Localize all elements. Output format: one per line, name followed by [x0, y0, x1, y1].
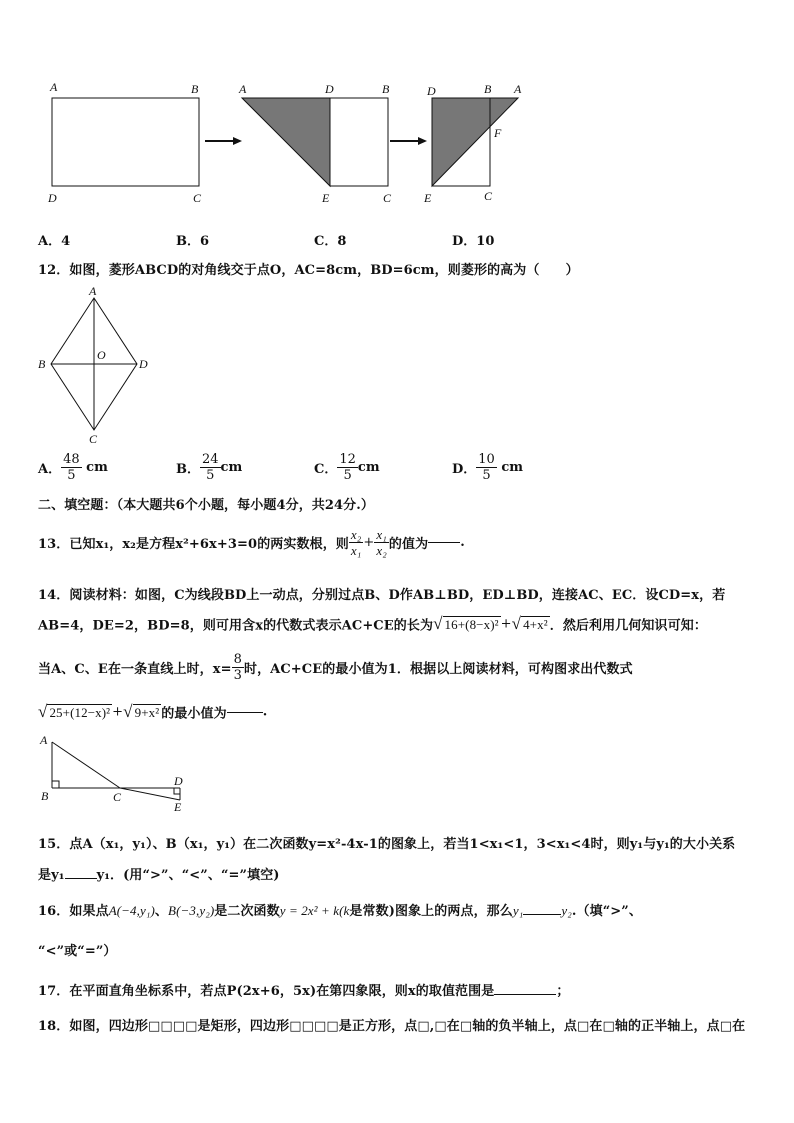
q14-label-A: A: [40, 733, 48, 747]
radicand: 9+x²: [134, 705, 160, 720]
option-letter: D．: [452, 234, 477, 249]
fraction-denominator: 5: [343, 468, 352, 483]
q14-sqrt-1: √ 16+(8−x)²: [433, 614, 499, 633]
q11-label-D3: D: [427, 84, 436, 98]
q16-line-2: “<”或“=”）: [38, 944, 117, 959]
q14-sqrt-3: √ 25+(12−x)²: [38, 702, 111, 721]
q12-label-D: D: [139, 357, 148, 371]
option-unit: cm: [86, 460, 108, 475]
q14-segment-ce: [120, 788, 180, 800]
plus-sign: +: [363, 535, 375, 550]
q15-line-2: [38, 864, 280, 883]
option-letter: B．: [176, 234, 200, 249]
q14-line-1: 14．阅读材料：如图，C为线段BD上一动点，分别过点B、D作AB⊥BD，ED⊥BD，连接AC、EC．设CD=x，若: [38, 588, 726, 603]
q11-label-D1: D: [48, 191, 57, 205]
q13-text-pre: 13．已知x₁，x₂是方程x²+6x+3=0的两实数根，则: [38, 537, 349, 552]
q14-text: 时，AC+CE的最小值为1．根据以上阅读材料，可构图求出代数式: [243, 662, 633, 677]
q14-right-angle-b: [52, 781, 59, 788]
q15-line-1: 15．点A（x₁，y₁）、B（x₁，y₁）在二次函数y=x²-4x-1的图象上，若当1<x₁<1，3<x₁<4时，则y₁与y₁的大小关系: [38, 837, 736, 852]
q16-text: 是二次函数: [214, 904, 280, 919]
q16-line-1: [38, 900, 642, 919]
q16-y2: y₂: [561, 903, 572, 918]
q14-text-end: .: [262, 704, 268, 720]
q14-text: 的最小值为: [161, 706, 227, 722]
q16-text: .（填“>”、: [571, 904, 642, 919]
q11-label-E3: E: [424, 191, 432, 205]
fraction-numerator: 24: [202, 452, 219, 467]
option-value: 8: [337, 234, 347, 249]
fraction-denominator: 5: [482, 468, 491, 483]
radicand: 25+(12−x)²: [49, 705, 111, 720]
q16-answer-blank[interactable]: [523, 914, 561, 915]
option-value: 4: [61, 234, 71, 249]
q17-answer-blank[interactable]: [494, 994, 556, 995]
option-letter: D．: [452, 462, 477, 477]
option-letter: C．: [314, 234, 338, 249]
q12-label-C: C: [89, 432, 98, 446]
q17-text-end: ；: [556, 984, 570, 999]
section-heading-fill-in: 二、填空题：（本大题共6个小题，每小题4分，共24分.）: [38, 498, 375, 513]
option-letter: A．: [38, 234, 62, 249]
fraction-numerator: 12: [339, 452, 356, 467]
q14-label-B: B: [41, 789, 49, 803]
option-value: 10: [476, 234, 495, 249]
q14-label-E: E: [174, 800, 182, 814]
plus-sign: +: [500, 616, 512, 632]
q14-text: AB=4，DE=2，BD=8，则可用含x的代数式表示AC+CE的长为: [38, 618, 434, 634]
q15-text: 是y₁: [38, 868, 65, 883]
q16-text: 16．如果点: [38, 904, 109, 919]
q11-label-B2: B: [382, 82, 390, 96]
fraction-numerator: 48: [63, 452, 80, 467]
fraction-denominator: 3: [233, 668, 242, 683]
q11-label-A2: A: [239, 82, 247, 96]
q12-question-text: 12．如图，菱形ABCD的对角线交于点O，AC=8cm，BD=6cm，则菱形的高为（ ）: [38, 263, 579, 278]
q18-question: 18．如图，四边形□□□□是矩形，四边形□□□□是正方形，点□,□在□轴的负半轴上，点□在□轴的正半轴上，点□在: [38, 1019, 746, 1034]
q14-sqrt-4: √ 9+x²: [123, 702, 160, 721]
option-unit: cm: [501, 460, 524, 475]
q14-label-C: C: [113, 790, 122, 804]
q13-text-end: .: [460, 535, 465, 550]
q11-label-F3: F: [494, 126, 502, 140]
q15-text: y₁．(用“>”、“<”、“=”填空): [96, 868, 280, 883]
q16-text: 、: [154, 904, 169, 919]
radicand: 16+(8−x)²: [444, 617, 499, 632]
q11-label-E2: E: [322, 191, 330, 205]
q14-segment-ac: [52, 742, 120, 788]
q15-answer-blank[interactable]: [65, 878, 97, 879]
fraction-numerator: 8: [233, 652, 242, 667]
option-letter: C．: [314, 462, 338, 477]
plus-sign: +: [112, 704, 124, 720]
option-letter: A．: [38, 462, 62, 477]
q11-label-D2: D: [325, 82, 334, 96]
q11-label-A3: A: [514, 82, 522, 96]
option-unit: cm: [357, 460, 380, 475]
option-letter: B．: [176, 462, 200, 477]
q16-text: )图象上的两点，那么: [388, 904, 513, 919]
q12-label-O: O: [97, 348, 106, 362]
fraction-denominator: x₂: [376, 543, 387, 558]
q17-text: 17．在平面直角坐标系中，若点P(2x+6，5x)在第四象限，则x的取值范围是: [38, 984, 495, 999]
radicand: 4+x²: [523, 617, 548, 632]
q14-text: ．然后利用几何知识可知：: [549, 618, 707, 634]
fraction-denominator: x₁: [350, 543, 362, 558]
q14-text: 当A、C、E在一条直线上时，x=: [38, 662, 232, 677]
option-unit: cm: [220, 460, 243, 475]
q16-y1: y₁: [512, 903, 524, 918]
q14-sqrt-2: √ 4+x²: [511, 614, 548, 633]
q16-text: 是常数: [349, 904, 389, 919]
q11-label-C1: C: [193, 191, 202, 205]
q11-label-B1: B: [191, 82, 199, 96]
q11-label-C2: C: [383, 191, 392, 205]
fraction-denominator: 5: [67, 468, 76, 483]
q16-point-a: A(−4,y₁): [108, 903, 155, 918]
q12-label-A: A: [89, 284, 97, 298]
q11-label-C3: C: [484, 189, 493, 203]
option-value: 6: [200, 234, 210, 249]
fraction-numerator: x₂: [350, 527, 362, 542]
q16-point-b: B(−3,y₂): [168, 903, 215, 918]
q14-label-D: D: [174, 774, 183, 788]
q11-label-A1: A: [50, 80, 58, 94]
q16-function: y = 2x² + k(k: [279, 903, 350, 918]
q11-label-B3: B: [484, 82, 492, 96]
q13-text-post: 的值为: [388, 537, 429, 552]
fraction-numerator: x₁: [376, 527, 387, 542]
q17-question: [38, 980, 569, 999]
q12-label-B: B: [38, 357, 46, 371]
fraction-numerator: 10: [478, 452, 495, 467]
fraction-denominator: 5: [206, 468, 215, 483]
